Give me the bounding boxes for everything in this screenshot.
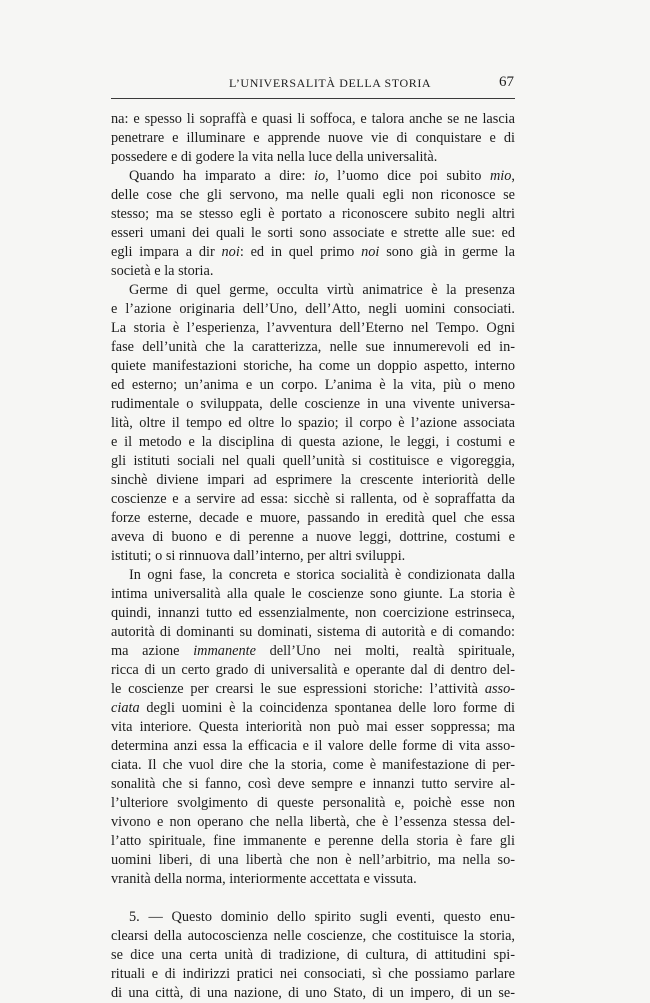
text-line: 5. — Questo dominio dello spirito sugli eventi, questo enu- xyxy=(129,909,515,925)
text-line: determina anzi essa la efficacia e il valore delle forme di vita asso- xyxy=(111,738,515,754)
text-line: penetrare e illuminare e apprende nuove vie di conquistare e di xyxy=(111,130,515,146)
text-run: degli uomini è la coincidenza spontanea delle loro forme di xyxy=(139,700,515,716)
text-run: , xyxy=(511,168,515,184)
text-line: vivono e non operano che nella libertà, che è l’essenza stessa del- xyxy=(111,814,515,830)
text-line: quindi, innanzi tutto ed essenzialmente, non coercizione estrinseca, xyxy=(111,605,515,621)
text-line: lità, oltre il tempo ed oltre lo spazio; il corpo è l’azione associata xyxy=(111,415,515,431)
text-run: sono già in germe la xyxy=(379,244,515,260)
text-line xyxy=(111,680,515,699)
page-body xyxy=(111,110,515,1003)
text-line: l’ulteriore svolgimento di queste personalità e, poichè esse non xyxy=(111,795,515,811)
section-gap xyxy=(111,889,515,908)
text-line: possedere e di godere la vita nella luce della universalità. xyxy=(111,149,438,165)
text-line: di una città, di una nazione, di uno Stato, di un impero, di un se- xyxy=(111,985,515,1001)
text-line xyxy=(111,243,515,262)
text-line: sinchè diviene impari ad esprimere la crescente interiorità delle xyxy=(111,472,515,488)
text-line: fase dell’unità che la caratterizza, nelle sue innumerevoli ed in- xyxy=(111,339,515,355)
text-line: quiete manifestazioni storiche, ha come un doppio aspetto, interno xyxy=(111,358,515,374)
text-line: uomini liberi, di una libertà che non è nell’arbitrio, ma nella so- xyxy=(111,852,515,868)
text-line xyxy=(111,642,515,661)
text-line: rituali e di indirizzi pratici nei consociati, sì che possiamo parlare xyxy=(111,966,515,982)
text-run: egli impara a dir xyxy=(111,244,222,260)
text-run: : ed in quel primo xyxy=(239,244,362,260)
text-line: In ogni fase, la concreta e storica socialità è condizionata dalla xyxy=(129,567,515,583)
text-run: , l’uomo dice poi subito xyxy=(325,168,490,184)
text-run: le coscienze per crearsi le sue espressioni storiche: l’attività xyxy=(111,681,485,697)
italic-word: asso- xyxy=(484,681,515,697)
text-run: Quando ha imparato a dire: xyxy=(129,168,315,184)
text-line: esseri umani dei quali le sorti sono associate e strette alle sue: ed xyxy=(111,225,515,241)
text-line: e l’azione originaria dell’Uno, dell’Atto, negli uomini consociati. xyxy=(111,301,515,317)
text-line: società e la storia. xyxy=(111,263,214,279)
text-line: stesso; ma se stesso egli è portato a riconoscere subito negli altri xyxy=(111,206,515,222)
text-run: ma azione xyxy=(111,643,194,659)
text-line: La storia è l’esperienza, l’avventura dell’Eterno nel Tempo. Ogni xyxy=(111,320,515,336)
text-line: na: e spesso li sopraffà e quasi li soffoca, e talora anche se ne lascia xyxy=(111,111,515,127)
text-line: l’atto spirituale, fine immanente e perenne della storia è fare gli xyxy=(111,833,515,849)
text-line xyxy=(111,699,515,718)
text-line: e il metodo e la disciplina di questa azione, le leggi, i costumi e xyxy=(111,434,515,450)
text-line: ricca di un certo grado di universalità e operante dal di dentro del- xyxy=(111,662,515,678)
text-line: ed esterno; un’anima e un corpo. L’anima è la vita, più o meno xyxy=(111,377,515,393)
text-line: coscienze e a servire ad essa: sicchè si rallenta, od è sopraffatta da xyxy=(111,491,515,507)
text-line: aveva di buono e di perenne a nuove leggi, dottrine, costumi e xyxy=(111,529,515,545)
italic-word: noi xyxy=(221,244,240,260)
text-line: gli istituti sociali nel quali quell’unità si costituisce e vigoreggia, xyxy=(111,453,515,469)
text-line: forze esterne, decade e muore, passando in eredità quel che essa xyxy=(111,510,515,526)
text-line: sonalità che si fanno, così deve sempre e innanzi tutto servire al- xyxy=(111,776,515,792)
text-line: istituti; o si rinnuova dall’interno, per altri sviluppi. xyxy=(111,548,406,564)
text-line: se dice una certa unità di tradizione, di cultura, di attitudini spi- xyxy=(111,947,515,963)
text-line: rudimentale o sviluppata, delle coscienze in una vivente universa- xyxy=(111,396,515,412)
italic-word: immanente xyxy=(193,643,256,659)
running-head: L’UNIVERSALITÀ DELLA STORIA xyxy=(229,76,432,90)
page-header xyxy=(111,74,515,99)
text-line: delle cose che gli servono, ma nelle quali egli non riconosce se xyxy=(111,187,515,203)
text-line: vranità della norma, interiormente accettata e vissuta. xyxy=(111,871,417,887)
italic-word: noi xyxy=(361,244,380,260)
text-line: vita interiore. Questa interiorità non può mai esser soppressa; ma xyxy=(111,719,515,735)
text-line xyxy=(111,167,515,186)
text-line: ciata. Il che vuol dire che la storia, come è manifestazione di per- xyxy=(111,757,515,773)
text-run: dell’Uno nei molti, realtà spirituale, xyxy=(255,643,515,659)
text-line: intima universalità alla quale le coscienze sono giunte. La storia è xyxy=(111,586,515,602)
italic-word: mio xyxy=(489,168,512,184)
text-line: Germe di quel germe, occulta virtù animatrice è la presenza xyxy=(129,282,515,298)
italic-word: io xyxy=(314,168,326,184)
page-number: 67 xyxy=(499,74,514,90)
italic-word: ciata xyxy=(111,700,140,716)
text-line: clearsi della autocoscienza nelle coscienze, che costituisce la storia, xyxy=(111,928,515,944)
text-line: autorità di dominanti su dominati, sistema di autorità e di comando: xyxy=(111,624,515,640)
